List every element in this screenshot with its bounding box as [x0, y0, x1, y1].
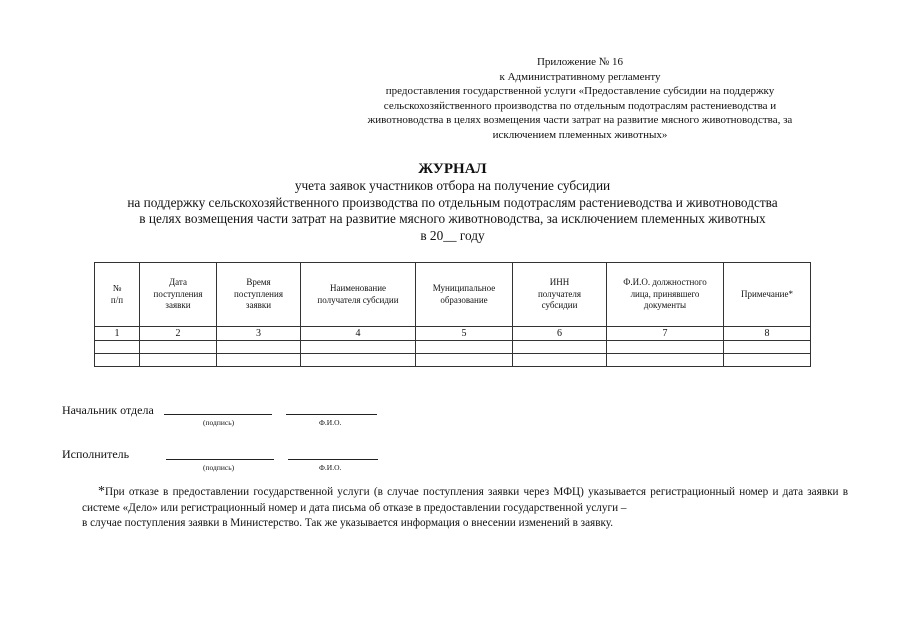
header-cell-official: Ф.И.О. должностного лица, принявшего документы — [607, 263, 724, 327]
table-number-row — [95, 327, 811, 341]
header-cell-number: № п/п — [95, 263, 140, 327]
appendix-line: исключением племенных животных» — [492, 128, 668, 141]
head-signature-line — [164, 414, 272, 415]
column-number: 2 — [140, 327, 217, 341]
title-line: на поддержку сельскохозяйственного производства по отдельным подотраслям растениеводства и животноводства — [127, 194, 778, 210]
appendix-line: животноводства в целях возмещения части затрат на развитие мясного животноводства, за — [367, 114, 793, 126]
table-header-row — [95, 263, 811, 327]
table-row — [95, 341, 811, 354]
fio-caption: Ф.И.О. — [319, 463, 342, 472]
signature-caption: (подпись) — [203, 418, 235, 427]
appendix-line: Приложение № 16 — [536, 56, 624, 68]
header-cell-date: Дата поступления заявки — [140, 263, 217, 327]
appendix-header — [300, 55, 860, 142]
fio-caption: Ф.И.О. — [319, 418, 342, 427]
table-cell — [95, 354, 140, 367]
column-number: 4 — [301, 327, 416, 341]
header-cell-municipality: Муниципальное образование — [416, 263, 513, 327]
table-cell — [513, 354, 607, 367]
executor-label: Исполнитель — [62, 447, 130, 461]
signature-caption: (подпись) — [203, 463, 235, 472]
document-title: ЖУРНАЛ — [418, 161, 487, 177]
title-line: учета заявок участников отбора на получение субсидии — [294, 178, 611, 193]
table-cell — [217, 341, 301, 354]
header-cell-note: Примечание* — [724, 263, 811, 327]
footnote-text: в случае поступления заявки в Министерство. Так же указывается информация о внесении изменений в заявку. — [82, 517, 614, 529]
column-number: 5 — [416, 327, 513, 341]
table-row — [95, 354, 811, 367]
appendix-line: предоставления государственной услуги «Предоставление субсидии на поддержку — [385, 85, 775, 97]
executor-fio-line — [288, 459, 378, 460]
header-cell-recipient: Наименование получателя субсидии — [301, 263, 416, 327]
column-number: 6 — [513, 327, 607, 341]
executor-signature-line — [166, 459, 274, 460]
header-cell-time: Время поступления заявки — [217, 263, 301, 327]
column-number: 3 — [217, 327, 301, 341]
table-cell — [607, 341, 724, 354]
table-cell — [140, 341, 217, 354]
journal-table — [94, 262, 811, 367]
title-line: в 20__ году — [420, 227, 485, 243]
head-fio-line — [286, 414, 377, 415]
head-of-department-label: Начальник отдела — [62, 403, 154, 417]
document-title-block — [40, 160, 865, 244]
column-number: 8 — [724, 327, 811, 341]
appendix-line: к Административному регламенту — [499, 70, 661, 83]
table-cell — [140, 354, 217, 367]
table-cell — [95, 341, 140, 354]
table-cell — [301, 354, 416, 367]
table-cell — [513, 341, 607, 354]
footnote — [82, 484, 848, 532]
table-cell — [724, 354, 811, 367]
table-cell — [301, 341, 416, 354]
column-number: 1 — [95, 327, 140, 341]
footnote-text: При отказе в предоставлении государственной услуги (в случае поступления заявки через МФЦ) указывается регистрационный номер и дата заявки в системе «Дело» или регистрационный номер и дата письма об отказе в предоставлении государственной услуги – — [82, 486, 848, 514]
table-cell — [607, 354, 724, 367]
footnote-star: * — [98, 484, 105, 499]
header-cell-inn: ИНН получателя субсидии — [513, 263, 607, 327]
table-cell — [416, 341, 513, 354]
table-cell — [416, 354, 513, 367]
table-cell — [724, 341, 811, 354]
table-cell — [217, 354, 301, 367]
title-line: в целях возмещения части затрат на развитие мясного животноводства, за исключением племенных животных — [139, 211, 766, 226]
column-number: 7 — [607, 327, 724, 341]
appendix-line: сельскохозяйственного производства по отдельным подотраслям растениеводства и — [383, 99, 777, 112]
